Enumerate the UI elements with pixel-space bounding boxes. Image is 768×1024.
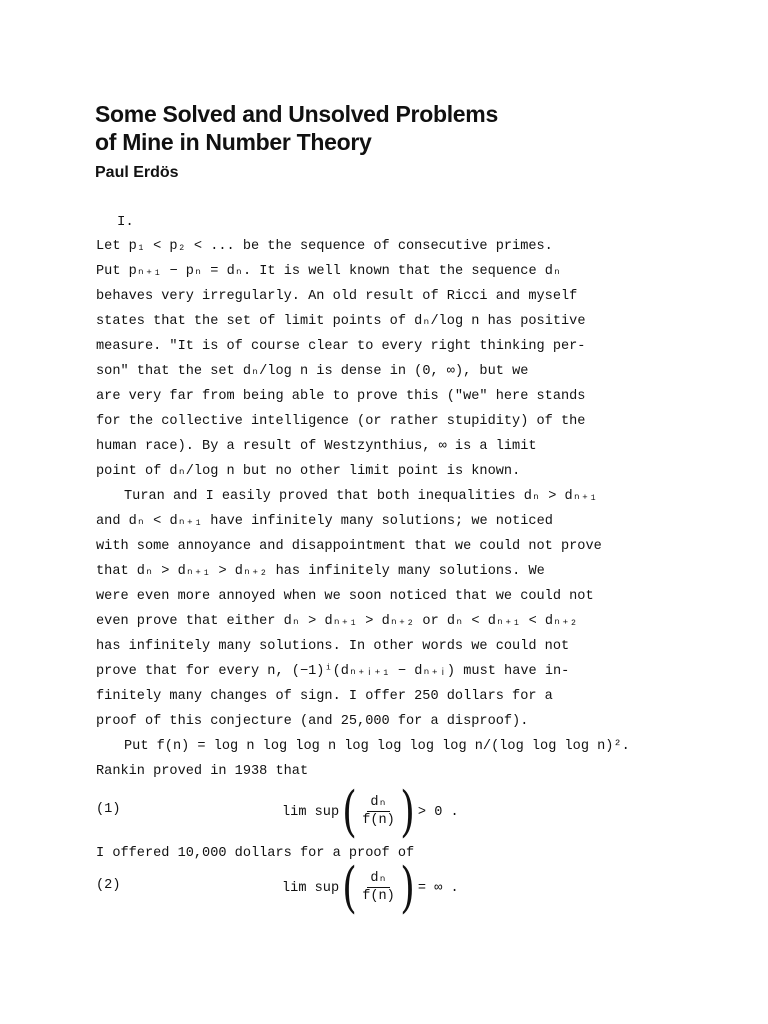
text-line: Rankin proved in 1938 that bbox=[96, 764, 309, 779]
section-number: I. bbox=[117, 214, 134, 230]
text-line: prove that for every n, (−1)ⁱ(dₙ₊ᵢ₊₁ − dₙ₊ᵢ) must have in- bbox=[96, 664, 570, 679]
text-line: are very far from being able to prove this ("we" here stands bbox=[96, 389, 586, 404]
paragraph bbox=[96, 734, 656, 784]
fraction-denominator: f(n) bbox=[362, 889, 395, 904]
fraction-numerator: dₙ bbox=[367, 795, 389, 812]
text-line: proof of this conjecture (and 25,000 for a disproof). bbox=[96, 714, 529, 729]
paragraph bbox=[96, 484, 656, 734]
text-line: were even more annoyed when we soon noticed that we could not bbox=[96, 589, 594, 604]
text-line: even prove that either dₙ > dₙ₊₁ > dₙ₊₂ or dₙ < dₙ₊₁ < dₙ₊₂ bbox=[96, 614, 578, 629]
right-paren-icon: ) bbox=[399, 856, 415, 919]
left-paren-icon: ( bbox=[342, 780, 358, 843]
text-line: Put f(n) = log n log log n log log log log n/(log log log n)². bbox=[124, 739, 630, 754]
equation-2 bbox=[96, 858, 656, 918]
text-line: point of dₙ/log n but no other limit point is known. bbox=[96, 464, 521, 479]
text-line: with some annoyance and disappointment that we could not prove bbox=[96, 539, 602, 554]
text-line: son" that the set dₙ/log n is dense in (0, ∞), but we bbox=[96, 364, 529, 379]
title-line-1: Some Solved and Unsolved Problems bbox=[95, 101, 498, 127]
paragraph bbox=[96, 234, 656, 484]
equation-relation: = ∞ . bbox=[417, 880, 459, 896]
equation-body bbox=[282, 858, 459, 918]
equation-number: (1) bbox=[96, 802, 121, 817]
equation-operator: lim sup bbox=[282, 804, 340, 820]
text-line: and dₙ < dₙ₊₁ have infinitely many solutions; we noticed bbox=[96, 514, 553, 529]
fraction-denominator: f(n) bbox=[362, 813, 395, 828]
fraction-numerator: dₙ bbox=[367, 871, 389, 888]
text-line: Let p₁ < p₂ < ... be the sequence of consecutive primes. bbox=[96, 239, 553, 254]
equation-relation: > 0 . bbox=[417, 804, 459, 820]
text-line: human race). By a result of Westzynthius, ∞ is a limit bbox=[96, 439, 537, 454]
fraction bbox=[362, 795, 395, 829]
title-line-2: of Mine in Number Theory bbox=[95, 129, 372, 155]
text-line: Put pₙ₊₁ − pₙ = dₙ. It is well known that the sequence dₙ bbox=[96, 264, 562, 279]
text-line: Turan and I easily proved that both inequalities dₙ > dₙ₊₁ bbox=[124, 489, 598, 504]
text-line: states that the set of limit points of dₙ/log n has positive bbox=[96, 314, 586, 329]
equation-operator: lim sup bbox=[282, 880, 340, 896]
equation-body bbox=[282, 782, 459, 842]
text-line: behaves very irregularly. An old result of Ricci and myself bbox=[96, 289, 578, 304]
interlude-text: I offered 10,000 dollars for a proof of bbox=[96, 846, 415, 861]
text-line: for the collective intelligence (or rather stupidity) of the bbox=[96, 414, 586, 429]
text-line: measure. "It is of course clear to every right thinking per- bbox=[96, 339, 586, 354]
text-line: has infinitely many solutions. In other words we could not bbox=[96, 639, 570, 654]
text-line: that dₙ > dₙ₊₁ > dₙ₊₂ has infinitely many solutions. We bbox=[96, 564, 545, 579]
author-name: Paul Erdös bbox=[95, 164, 179, 181]
equation-1 bbox=[96, 782, 656, 842]
left-paren-icon: ( bbox=[342, 856, 358, 919]
paper-title bbox=[95, 100, 498, 156]
equation-number: (2) bbox=[96, 878, 121, 893]
fraction bbox=[362, 871, 395, 905]
body-text bbox=[96, 234, 656, 784]
right-paren-icon: ) bbox=[399, 780, 415, 843]
text-line: finitely many changes of sign. I offer 250 dollars for a bbox=[96, 689, 553, 704]
